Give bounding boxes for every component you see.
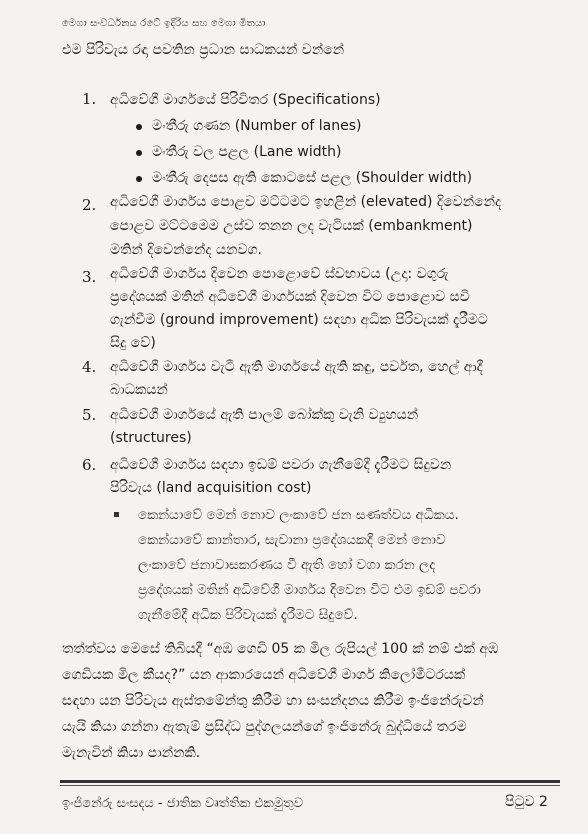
- item-number: 2.: [82, 196, 97, 214]
- item-number: 3.: [82, 268, 97, 286]
- bullet-icon: [136, 124, 142, 130]
- item-number: 4.: [82, 358, 97, 376]
- paragraph-line: ගෙඩියක මිල කීයද?” යන ආකාරයෙන් අධිවේගී මාර්ග කිලෝමීටරයක්: [62, 667, 466, 683]
- sub-list-item: මංතීරු ගණන (Number of lanes): [152, 118, 362, 134]
- sub-paragraph-line: ගැනීමේදී අධික පිරිවැයක් දැරීමට සිදුවේ.: [138, 607, 358, 623]
- list-item-line: අධිවේගී මාර්ගය පොළව මට්ටමට ඉහළින් (elevated) දිවෙන්නේද: [110, 194, 502, 210]
- footer-divider: [60, 785, 560, 786]
- footer-divider: [60, 780, 560, 783]
- sub-paragraph-line: ප්‍රදේශයක් මතින් අධිවේගී මාර්ගය දිවෙන විට එම ඉඩම් පවරා: [138, 582, 481, 598]
- list-item-line: අධිවේගී මාර්ගයේ ඇති පාලම් බෝක්කු වැනි ව්‍යුහයන්: [110, 407, 419, 423]
- list-item-line: ප්‍රදේශයක් මතින් අධිවේගී මාර්ගයක් දිවෙන විට පොළොව සවි: [110, 289, 470, 305]
- list-item-line: අධිවේගී මාර්ගය වැටී ඇති මාර්ගයේ ඇති කඳු, පර්වත, හෙල් ආදී: [110, 359, 483, 375]
- item-number: 6.: [82, 456, 97, 474]
- list-item-line: (structures): [110, 430, 192, 446]
- sub-paragraph-line: කෙන්යාවේ මෙන් නොව ලංකාවේ ජන සණත්වය අධිකය.: [138, 507, 459, 523]
- list-item-line: සිදු වේ): [110, 335, 156, 351]
- square-bullet-icon: [114, 512, 119, 517]
- list-item-line: පිරිවැය (land acquisition cost): [110, 480, 312, 496]
- list-item-line: ගැන්වීම (ground improvement) සඳහා අධික පිරිවැයක් දැරීමට: [110, 312, 488, 328]
- page-number: පිටුව 2: [505, 794, 548, 810]
- body-paragraph: [62, 636, 562, 766]
- list-item-line: අධිවේගී මාර්ගය දිවෙන පොළොවේ ස්වභාවය (උදා: වගුරු: [110, 266, 449, 282]
- footer-organization: ඉංජිනේරු සංසදය - ජාතික වෘත්තික එකමුතුව: [62, 796, 304, 811]
- list-item-line: පොළව මට්ටමෙම උස්ව තනන ලද වැටියක් (embankment): [110, 218, 473, 234]
- section-intro: එම පිරිවැය රඳා පවතින ප්‍රධාන සාධකයන් වන්නේ: [62, 42, 345, 58]
- paragraph-line: සඳහා යන පිරිවැය ඇස්තමේන්තු කිරීම හා සංසන්දනය කිරීම ඉංජිනේරුවන්: [62, 693, 484, 709]
- list-item: අධිවේගී මාර්ගයේ පිරිවිතර (Specifications): [110, 92, 381, 108]
- item-number: 5.: [82, 406, 97, 424]
- sub-paragraph-line: කෙන්යාවේ කාන්තාර, සැවානා ප්‍රදේශයකදී මෙන් නොව: [138, 532, 446, 548]
- item-number: 1.: [82, 90, 97, 108]
- sub-paragraph-line: ලංකාවේ ජනාවාසකරණය වී ඇති හෝ වගා කරන ලද: [138, 557, 436, 573]
- list-item-line: අධිවේගී මාර්ගය සඳහා ඉඩම් පවරා ගැනීමේදී දැරීමට සිදුවන: [110, 457, 452, 473]
- bullet-icon: [136, 176, 142, 182]
- running-header: මෙගා සංවර්ධනය රටේ ඉදිරිය සහ මෙගා මිතයා: [62, 18, 266, 29]
- paragraph-line: යැයි කියා ගන්නා ඇතැම් ප්‍රසිද්ධ පුද්ගලයන්ගේ ඉංජිනේරු බුද්ධියේ තරම: [62, 719, 467, 735]
- sub-list-item: මංතීරු දෙපස ඇති කොටසේ පළල (Shoulder width): [152, 170, 473, 186]
- list-item-line: මතින් දිවෙන්නේද යනවග.: [110, 242, 262, 258]
- paragraph-line: මැනැවින් කියා පාන්නකි.: [62, 745, 201, 761]
- list-item-line: බාධකයන්: [110, 382, 168, 398]
- bullet-icon: [136, 150, 142, 156]
- paragraph-line: තත්ත්වය මෙසේ තිබියදී “අඹ ගෙඩි 05 ක මිල රුපියල් 100 ක් නම් එක් අඹ: [62, 641, 499, 657]
- sub-list-item: මංතීරු වල පළල (Lane width): [152, 144, 342, 160]
